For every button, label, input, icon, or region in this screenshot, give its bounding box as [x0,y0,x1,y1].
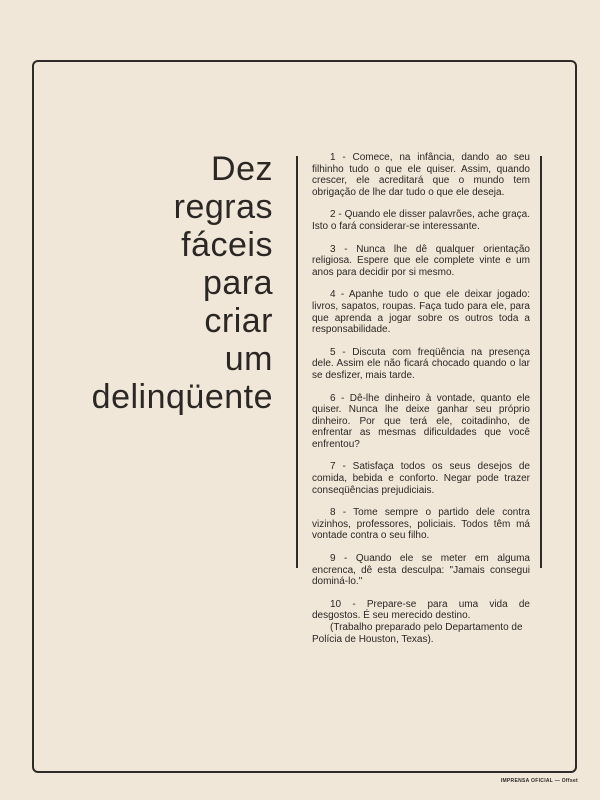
rule-text: 10 - Prepare-se para uma vida de desgostos. É seu merecido destino. [312,598,530,622]
rule-6 [312,393,530,451]
page-title [92,150,273,416]
rule-text: 1 - Comece, na infância, dando ao seu filhinho tudo o que ele quiser. Assim, quando crescer, ele acreditará que o mundo tem obrigação de lhe dar tudo o que ele deseja. [312,152,530,198]
title-line: para [202,264,273,302]
rule-1 [312,152,530,198]
rule-text: 6 - Dê-lhe dinheiro à vontade, quanto ele quiser. Nunca lhe deixe ganhar seu próprio dinheiro. Por que terá ele, coitadinho, de enfrentar as mesmas dificuldades que você enfrentou? [312,392,530,450]
source-note: (Trabalho preparado pelo Departamento de Polícia de Houston, Texas). [312,622,523,645]
column-rule-right [540,156,542,568]
rule-text: 8 - Tome sempre o partido dele contra vizinhos, professores, policiais. Todos têm má vontade contra o seu filho. [312,507,530,542]
rule-8 [312,507,530,542]
title-line: Dez [211,150,273,188]
title-line: regras [173,188,273,226]
column-rule-left [296,156,298,568]
rule-3 [312,244,530,279]
rule-text: 9 - Quando ele se meter em alguma encrenca, dê esta desculpa: "Jamais consegui dominá-lo." [312,553,530,588]
title-line: um [224,340,273,378]
rule-7 [312,461,530,496]
title-line: fáceis [181,226,273,264]
title-line: delinqüente [91,378,273,416]
rule-text: 5 - Discuta com freqüência na presença dele. Assim ele não ficará chocado quando o lar se desfizer, mais tarde. [312,346,530,381]
rule-text: 4 - Apanhe tudo o que ele deixar jogado: livros, sapatos, roupas. Faça tudo para ele, para que aprenda a jogar sobre os outros toda a responsabilidade. [312,289,530,336]
rule-text: 7 - Satisfaça todos os seus desejos de comida, bebida e conforto. Negar pode trazer conseqüências prejudiciais. [312,461,530,496]
rule-2 [312,209,530,232]
rule-10 [312,599,530,645]
rule-text: 3 - Nunca lhe dê qualquer orientação religiosa. Espere que ele complete vinte e um anos para decidir por si mesmo. [312,243,530,278]
rule-text: 2 - Quando ele disser palavrões, ache graça. Isto o fará considerar-se interessante. [312,209,530,232]
rule-4 [312,289,530,335]
title-line: criar [204,302,273,340]
printer-imprint: IMPRENSA OFICIAL — Offset [500,778,578,784]
rules-list [312,152,530,656]
rule-5 [312,347,530,382]
rule-9 [312,553,530,588]
